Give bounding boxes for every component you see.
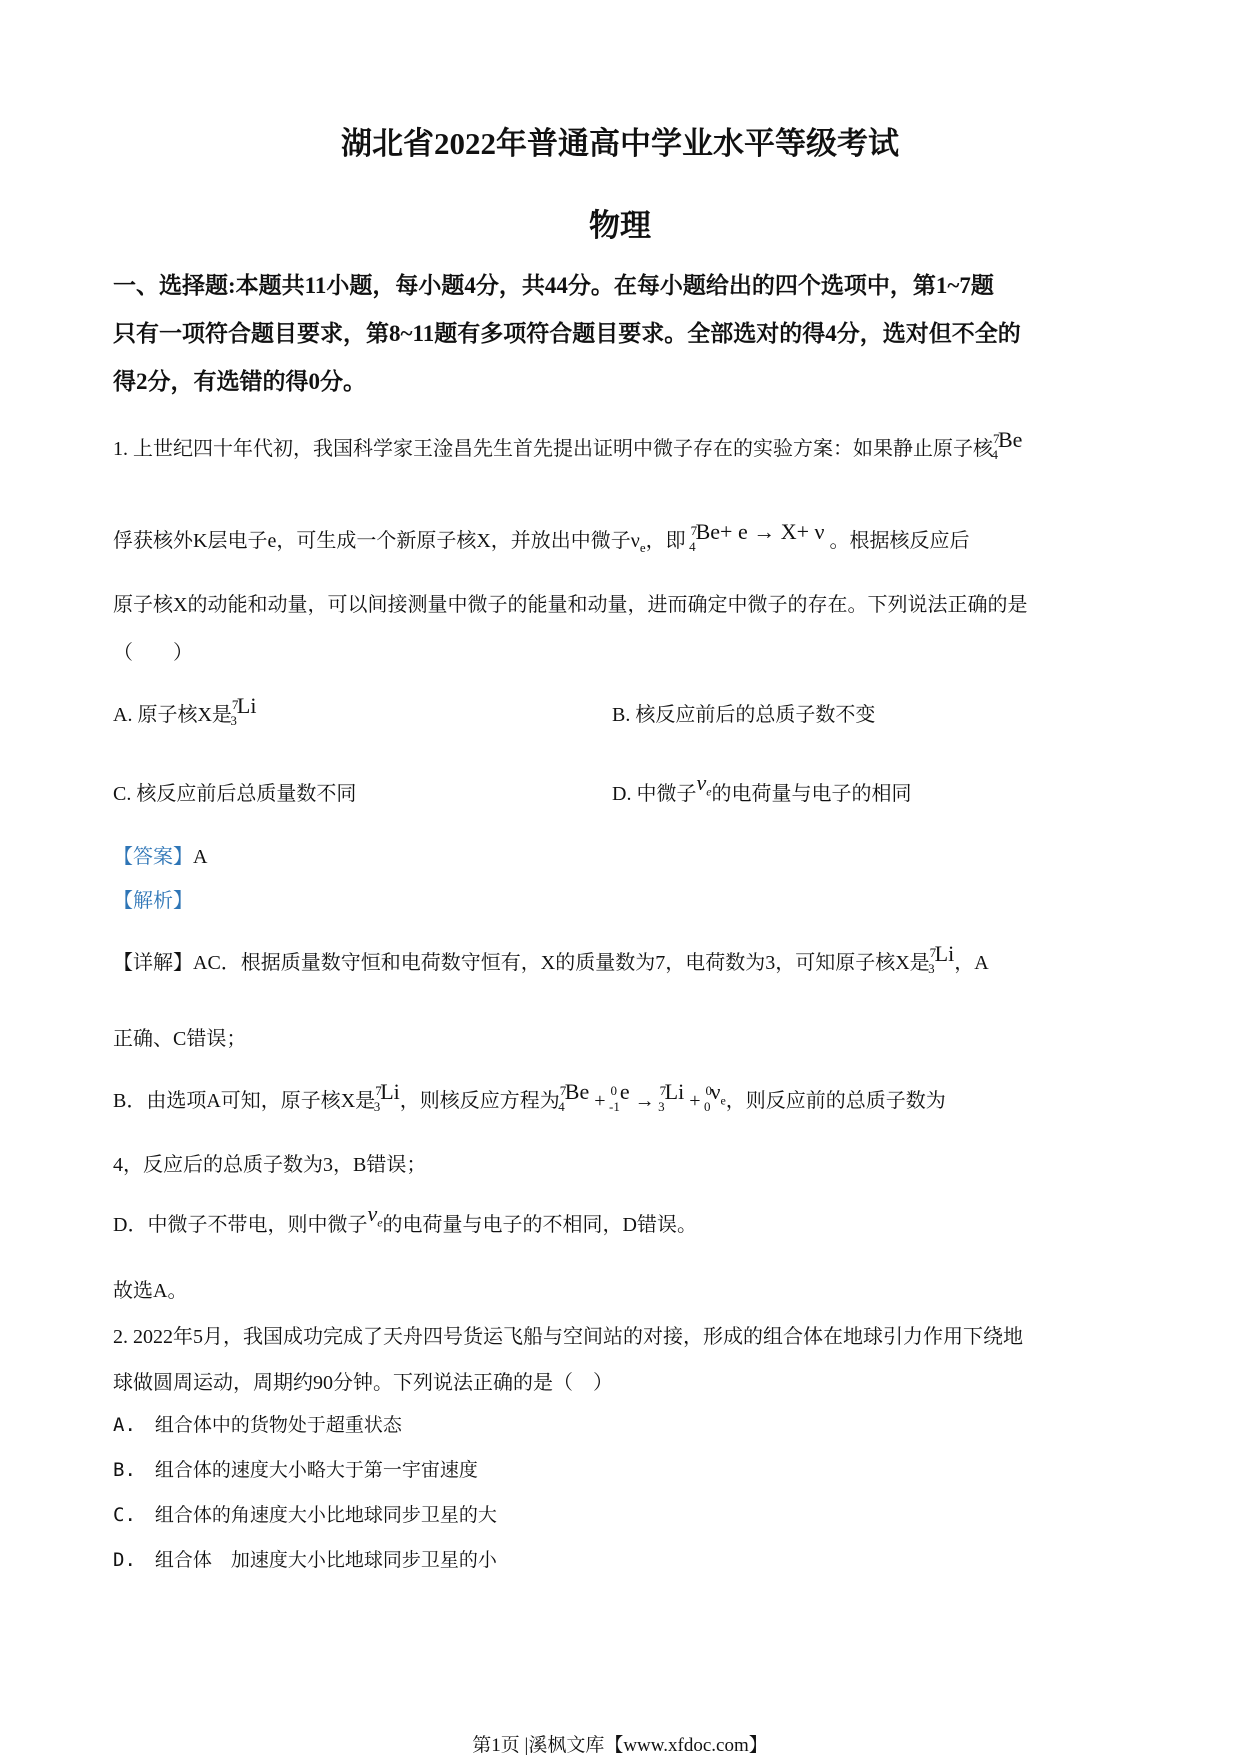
page-title: 湖北省2022年普通高中学业水平等级考试: [341, 126, 899, 161]
q1-option-b: B. 核反应前后的总质子数不变: [612, 704, 876, 726]
nuclide-li: $^7_3$Li: [928, 941, 955, 976]
section-heading-line: 一、选择题:本题共11小题，每小题4分，共44分。在每小题给出的四个选项中，第1~7题: [113, 273, 994, 298]
nuclide-be: $^7_4$Be: [991, 427, 1023, 462]
q1-line-3: 原子核X的动能和动量，可以间接测量中微子的能量和动量，进而确定中微子的存在。下列说法正确的是: [113, 594, 1028, 616]
section-heading-line: 得2分，有选错的得0分。: [113, 369, 366, 394]
nuclide-li: $^7_3$Li: [230, 693, 257, 728]
answer-line: [113, 840, 207, 869]
q1-line-2: 俘获核外K层电子e，可生成一个新原子核X，并放出中微子$\nu_e$，即 $^7$4Be+ e → X+ ν 。根据核反应后: [113, 519, 970, 555]
subject-title: 物理: [589, 208, 651, 243]
detail-line-1: 【详解】AC．根据质量数守恒和电荷数守恒有，X的质量数为7，电荷数为3，可知原子核X是$^7_3$Li，A: [113, 941, 989, 976]
section-heading-line: 只有一项符合题目要求，第8~11题有多项符合题目要求。全部选对的得4分，选对但不全的: [113, 321, 1021, 346]
q2-option-d: D. 组合体 加速度大小比地球同步卫星的小: [113, 1549, 497, 1571]
q1-line-4: （ ）: [113, 642, 193, 664]
answer-label: 【答案】: [113, 846, 193, 868]
conclusion: 故选A。: [113, 1280, 188, 1302]
analysis-label: 【解析】: [113, 890, 193, 912]
detail-line-2: 正确、C错误；: [113, 1028, 247, 1050]
nuclide-li: $^7_3$Li: [658, 1079, 685, 1114]
q2-line-2: 球做圆周运动，周期约90分钟。下列说法正确的是（ ）: [113, 1372, 613, 1394]
neutrino-symbol: $\nu_e$: [367, 1201, 383, 1230]
nuclide-li: $^7_3$Li: [373, 1079, 400, 1114]
reaction-equation: $^7$4Be+ e → X+ ν: [689, 519, 825, 554]
q2-option-c: C. 组合体的角速度大小比地球同步卫星的大: [113, 1504, 497, 1526]
q2-option-a: A. 组合体中的货物处于超重状态: [113, 1414, 402, 1436]
nuclide-be: $^7_4$Be: [558, 1079, 590, 1114]
neutrino-symbol: $\nu_e$: [696, 770, 712, 799]
q1-option-c: C. 核反应前后总质量数不同: [113, 783, 357, 805]
answer-value: A: [193, 846, 208, 868]
q2-option-b: B. 组合体的速度大小略大于第一宇宙速度: [113, 1459, 478, 1481]
q1-option-a: A. 原子核X是$^7_3$Li: [113, 693, 257, 728]
q1-line-1: [113, 427, 1023, 462]
page-footer: 第1页 |溪枫文库【www.xfdoc.com】: [472, 1735, 768, 1756]
detail-line-3: B．由选项A可知，原子核X是$^7_3$Li，则核反应方程为$^7_4Be + ^0_{-1}e \to ^7_3Li + ^0_0\nu_e$，则反应前的总质子数为: [113, 1079, 946, 1114]
q1-text: 1. 上世纪四十年代初，我国科学家王淦昌先生首先提出证明中微子存在的实验方案：如果静止原子核: [113, 438, 993, 460]
section-heading: [113, 262, 1123, 406]
detail-line-4: 4，反应后的总质子数为3，B错误；: [113, 1154, 427, 1176]
q1-option-d: D. 中微子$\nu_e$的电荷量与电子的相同: [612, 770, 912, 805]
detail-line-5: D．中微子不带电，则中微子$\nu_e$的电荷量与电子的不相同，D错误。: [113, 1201, 697, 1236]
q2-line-1: 2. 2022年5月，我国成功完成了天舟四号货运飞船与空间站的对接，形成的组合体在地球引力作用下绕地: [113, 1326, 1023, 1348]
